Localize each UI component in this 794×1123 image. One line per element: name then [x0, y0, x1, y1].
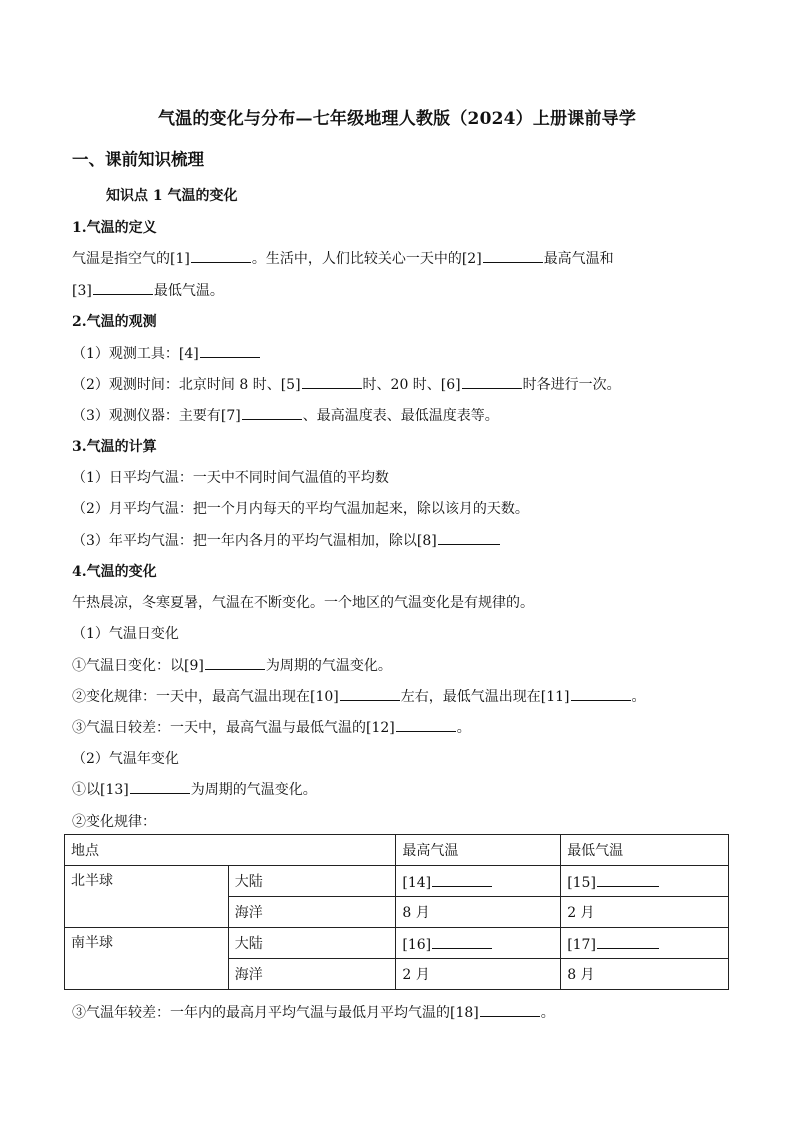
observation-tool-line: （1）观测工具：[4]	[72, 343, 261, 363]
daily-change-pattern: ②变化规律：一天中，最高气温出现在[10] 左右，最低气温出现在[11] 。	[72, 686, 646, 706]
annual-range-line: ③气温年较差：一年内的最高月平均气温与最低月平均气温的[18] 。	[72, 1002, 555, 1022]
blank-3[interactable]	[93, 280, 153, 295]
annual-change-heading: （2）气温年变化	[72, 751, 179, 767]
change-intro-line: 午热晨凉，冬寒夏暑，气温在不断变化。一个地区的气温变化是有规律的。	[72, 595, 534, 611]
south-hemisphere-cell: 南半球	[65, 928, 229, 990]
south-land-min-cell: [17]	[561, 928, 729, 959]
blank-6[interactable]	[462, 374, 522, 389]
north-land-min-cell: [15]	[561, 866, 729, 897]
north-hemisphere-cell: 北半球	[65, 866, 229, 928]
subsection-heading-calculation: 3.气温的计算	[72, 439, 157, 455]
blank-1[interactable]	[191, 248, 251, 263]
blank-15[interactable]	[597, 872, 659, 887]
blank-7[interactable]	[242, 405, 302, 420]
blank-10[interactable]	[340, 686, 400, 701]
table-row	[65, 928, 729, 959]
ocean-cell: 海洋	[228, 959, 396, 990]
south-land-max-cell: [16]	[396, 928, 561, 959]
observation-time-line: （2）观测时间：北京时间 8 时、[5] 时、20 时、[6] 时各进行一次。	[72, 374, 621, 394]
daily-change-heading: （1）气温日变化	[72, 626, 179, 642]
blank-14[interactable]	[432, 872, 492, 887]
land-cell: 大陆	[228, 866, 396, 897]
annual-change-definition: ①以[13] 为周期的气温变化。	[72, 779, 317, 799]
section-heading: 一、课前知识梳理	[72, 150, 204, 169]
yearly-average-line: （3）年平均气温：把一年内各月的平均气温相加，除以[8]	[72, 530, 501, 550]
header-max: 最高气温	[396, 835, 561, 866]
definition-line-1: 气温是指空气的[1] 。生活中，人们比较关心一天中的[2] 最高气温和	[72, 248, 614, 268]
land-cell: 大陆	[228, 928, 396, 959]
blank-12[interactable]	[396, 717, 456, 732]
blank-5[interactable]	[302, 374, 362, 389]
south-ocean-max-cell: 2 月	[396, 959, 561, 990]
table-row	[65, 866, 729, 897]
temperature-table	[64, 834, 729, 990]
subsection-heading-observation: 2.气温的观测	[72, 314, 157, 330]
blank-18[interactable]	[480, 1002, 540, 1017]
north-ocean-min-cell: 2 月	[561, 897, 729, 928]
header-place: 地点	[65, 835, 396, 866]
south-ocean-min-cell: 8 月	[561, 959, 729, 990]
daily-change-definition: ①气温日变化：以[9] 为周期的气温变化。	[72, 655, 392, 675]
daily-average-line: （1）日平均气温：一天中不同时间气温值的平均数	[72, 470, 389, 486]
header-min: 最低气温	[561, 835, 729, 866]
observation-instrument-line: （3）观测仪器：主要有[7] 、最高温度表、最低温度表等。	[72, 405, 499, 425]
document-title: 气温的变化与分布—七年级地理人教版（2024）上册课前导学	[157, 109, 637, 129]
blank-8[interactable]	[438, 530, 500, 545]
definition-line-2: [3] 最低气温。	[72, 280, 224, 300]
subsection-heading-change: 4.气温的变化	[72, 564, 157, 580]
blank-9[interactable]	[205, 655, 265, 670]
annual-change-pattern-label: ②变化规律：	[72, 814, 156, 830]
north-ocean-max-cell: 8 月	[396, 897, 561, 928]
knowledge-point-heading: 知识点 1 气温的变化	[106, 188, 238, 204]
blank-4[interactable]	[200, 343, 260, 358]
monthly-average-line: （2）月平均气温：把一个月内每天的平均气温加起来，除以该月的天数。	[72, 501, 529, 517]
subsection-heading-definition: 1.气温的定义	[72, 220, 157, 236]
blank-11[interactable]	[571, 686, 631, 701]
table-header-row	[65, 835, 729, 866]
blank-16[interactable]	[432, 934, 492, 949]
north-land-max-cell: [14]	[396, 866, 561, 897]
blank-13[interactable]	[130, 779, 190, 794]
blank-2[interactable]	[483, 248, 543, 263]
blank-17[interactable]	[597, 934, 659, 949]
daily-range-line: ③气温日较差：一天中，最高气温与最低气温的[12] 。	[72, 717, 471, 737]
ocean-cell: 海洋	[228, 897, 396, 928]
